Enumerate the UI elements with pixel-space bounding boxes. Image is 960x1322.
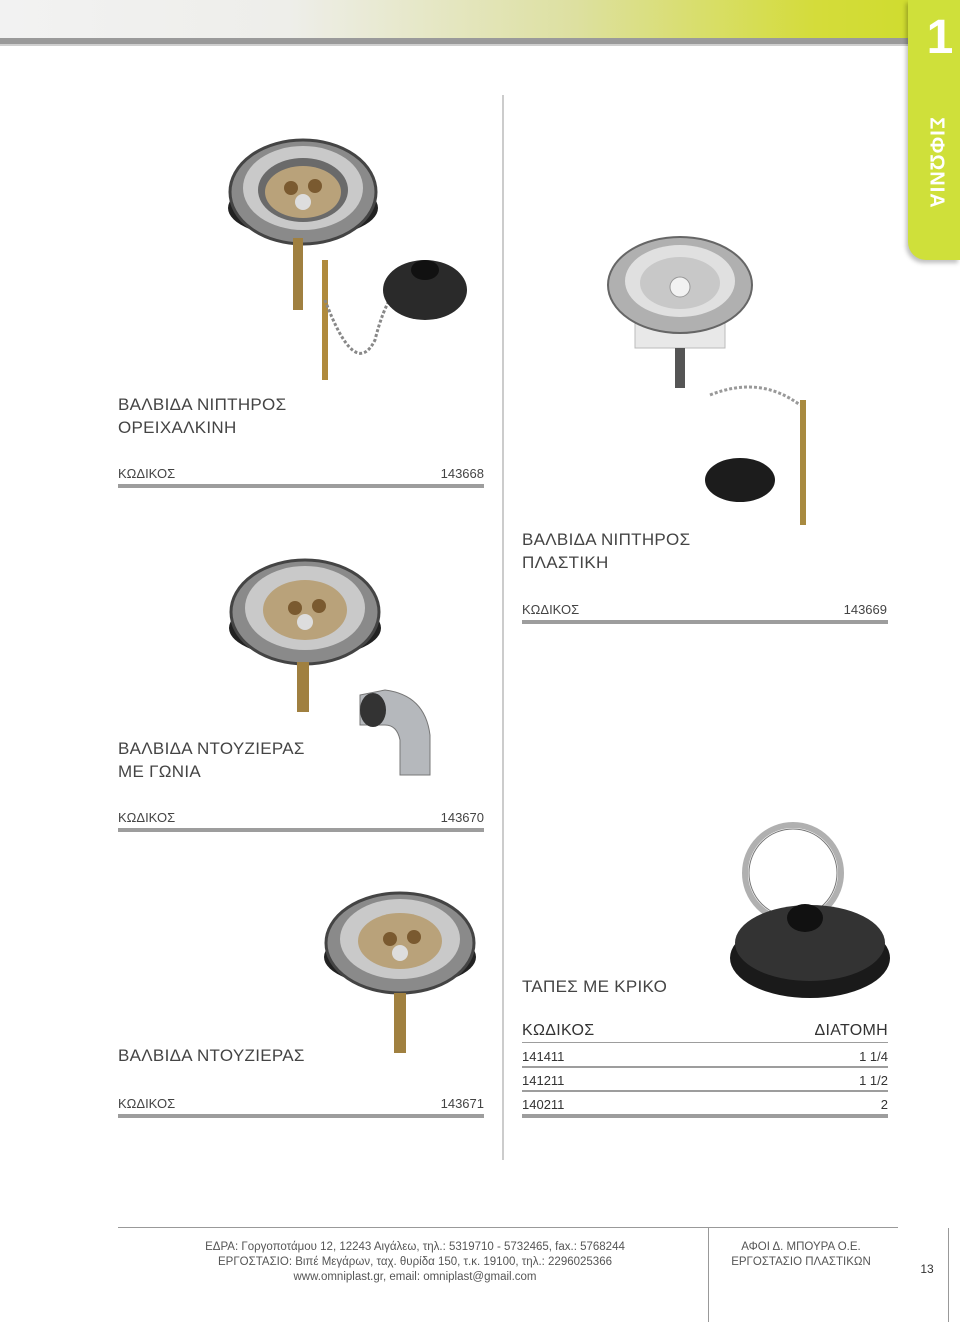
footer-rule — [118, 1227, 898, 1228]
product-code: 143669 — [843, 602, 887, 617]
product-title: ΒΑΛΒΙΔΑ ΝΙΠΤΗΡΟΣ ΟΡΕΙΧΑΛΚΙΝΗ — [118, 395, 287, 437]
footer-address: ΕΔΡΑ: Γοργοποτάμου 12, 12243 Αιγάλεω, τηλ.: 5319710 - 5732465, fax.: 5768244 ΕΡΓΟΣΤΑΣΙΟ: Βιπέ Μεγάρων, ταχ. θυρίδα 150, τ.κ. 19100, τηλ.: 2296025366 www.omniplast.gr, email: omniplast@gmail.com — [200, 1240, 630, 1285]
product-image-143668 — [225, 130, 485, 390]
column-header-code: ΚΩΔΙΚΟΣ — [522, 1022, 595, 1039]
footer-divider-right — [948, 1228, 949, 1322]
code-bar — [522, 620, 888, 624]
product-code: 143670 — [440, 810, 484, 825]
product-title: ΒΑΛΒΙΔΑ ΝΙΠΤΗΡΟΣ ΠΛΑΣΤΙΚΗ — [522, 530, 691, 572]
product-title: ΒΑΛΒΙΔΑ ΝΤΟΥΖΙΕΡΑΣ — [118, 1046, 305, 1065]
code-label: ΚΩΔΙΚΟΣ — [118, 1096, 176, 1111]
column-header-size: ΔΙΑΤΟΜΗ — [814, 1022, 888, 1039]
product-image-143669 — [600, 235, 840, 535]
product-code: 143668 — [440, 466, 484, 481]
code-bar — [118, 828, 484, 832]
column-divider — [502, 95, 504, 1160]
code-label: ΚΩΔΙΚΟΣ — [522, 602, 580, 617]
table-cell-size: 2 — [880, 1097, 888, 1112]
code-label: ΚΩΔΙΚΟΣ — [118, 466, 176, 481]
table-cell-size: 1 1/4 — [859, 1049, 888, 1064]
table-cell-code: 140211 — [522, 1097, 565, 1112]
table-cell-code: 141411 — [522, 1049, 565, 1064]
code-bar — [118, 1114, 484, 1118]
table-bottom-bar — [522, 1114, 888, 1118]
product-code: 143671 — [440, 1096, 484, 1111]
code-bar — [118, 484, 484, 488]
product-title: ΒΑΛΒΙΔΑ ΝΤΟΥΖΙΕΡΑΣ ΜΕ ΓΩΝΙΑ — [118, 739, 305, 781]
page-number: 13 — [920, 1262, 934, 1276]
header-gradient-band — [0, 0, 960, 40]
section-number: 1 — [926, 11, 954, 64]
product-image-stopper — [725, 818, 895, 998]
footer-company: ΑΦΟΙ Δ. ΜΠΟΥΡΑ Ο.Ε. ΕΡΓΟΣΤΑΣΙΟ ΠΛΑΣΤΙΚΩΝ — [731, 1241, 871, 1268]
stoppers-title: ΤΑΠΕΣ ΜΕ ΚΡΙΚΟ — [522, 977, 668, 996]
table-rule — [522, 1090, 888, 1092]
table-rule — [522, 1066, 888, 1068]
section-title: ΣΙΦΩΝΙΑ — [925, 117, 948, 209]
code-label: ΚΩΔΙΚΟΣ — [118, 810, 176, 825]
table-cell-code: 141211 — [522, 1073, 565, 1088]
footer-divider — [708, 1227, 709, 1322]
table-cell-size: 1 1/2 — [859, 1073, 888, 1088]
header-rule-thin — [0, 44, 930, 46]
footer-contact-link[interactable]: www.omniplast.gr, email: omniplast@gmail.com — [293, 1271, 537, 1283]
product-image-143671 — [320, 885, 490, 1060]
table-rule — [522, 1042, 888, 1043]
